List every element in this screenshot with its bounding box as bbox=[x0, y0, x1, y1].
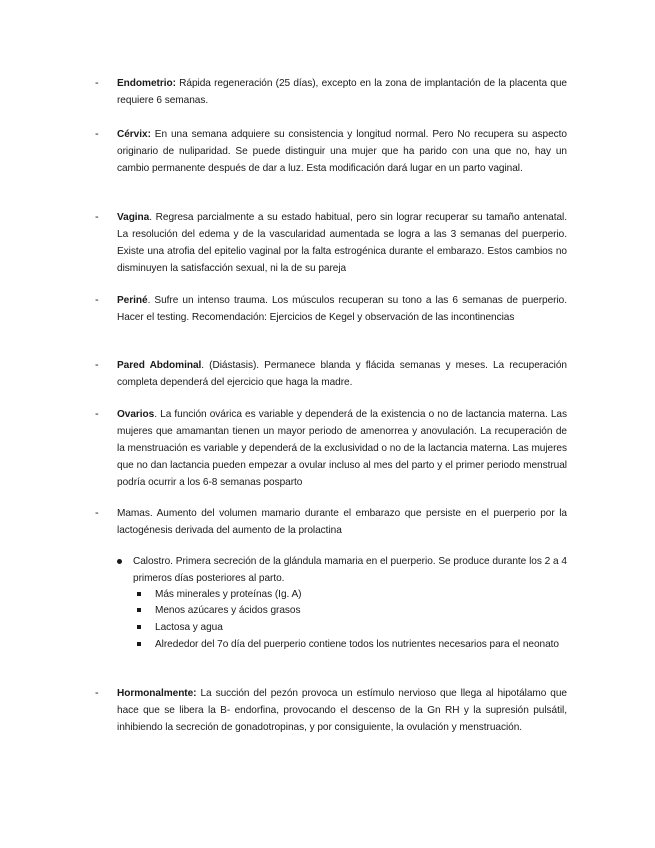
dash-marker: - bbox=[95, 294, 99, 306]
section-pared-abdominal bbox=[97, 357, 567, 391]
section-text bbox=[117, 406, 567, 491]
dash-marker: - bbox=[95, 211, 99, 223]
section-body: . La función ovárica es variable y dependerá de la existencia o no de lactancia materna. Las mujeres que amamantan tienen un mayor periodo de amenorrea y anovulación. La recuperación de la menstruación es variable y dependerá de la exclusividad o no de la lactancia materna. Las mujeres que no dan lactancia pueden empezar a ovular incluso al mes del parto y el primer periodo menstrual podría ocurrir a los 6-8 semanas posparto bbox=[117, 409, 567, 488]
calostro-bullet bbox=[117, 553, 567, 587]
square-bullet bbox=[137, 592, 141, 596]
section-title: Vagina bbox=[117, 212, 150, 223]
dash-marker: - bbox=[95, 128, 99, 140]
section-hormonalmente bbox=[97, 685, 567, 736]
section-body: . Regresa parcialmente a su estado habitual, pero sin lograr recuperar su tamaño antenatal. La resolución del edema y de la vascularidad aumentada se logra a las 3 semanas del puerperio. Existe una atrofia del epitelio vaginal por la falta estrogénica durante el embarazo. Estos cambios no disminuyen la satisfacción sexual, ni la de su pareja bbox=[117, 212, 567, 274]
section-vagina bbox=[97, 209, 567, 277]
section-body: . Sufre un intenso trauma. Los músculos recuperan su tono a las 6 semanas de puerperio. Hacer el testing. Recomendación: Ejercicios de Kegel y observación de las incontinencias bbox=[117, 295, 567, 323]
calostro-item bbox=[137, 636, 567, 653]
section-text bbox=[117, 685, 567, 736]
square-bullet bbox=[137, 608, 141, 612]
section-body: La succión del pezón provoca un estímulo nervioso que llega al hipotálamo que hace que se libera la B- endorfina, provocando el descenso de la Gn RH y la supresión pulsátil, inhibiendo la secreción de gonadotropinas, y por consiguiente, la ovulación y menstruación. bbox=[117, 688, 567, 733]
section-text bbox=[117, 126, 567, 177]
section-text bbox=[117, 357, 567, 391]
section-mamas bbox=[97, 505, 567, 539]
calostro-item-text: Menos azúcares y ácidos grasos bbox=[155, 605, 301, 616]
bullet-dot bbox=[117, 559, 122, 564]
square-bullet bbox=[137, 625, 141, 629]
section-text bbox=[117, 505, 567, 539]
section-text bbox=[117, 75, 567, 109]
calostro-item-text: Alrededor del 7o día del puerperio contiene todos los nutrientes necesarios para el neonato bbox=[155, 639, 559, 650]
section-body: En una semana adquiere su consistencia y longitud normal. Pero No recupera su aspecto originario de nuliparidad. Se puede distinguir una mujer que ha parido con una que no, hay un cambio permanente después de dar a luz. Esta modificación dará lugar en un parto vaginal. bbox=[117, 129, 567, 174]
calostro-text: Calostro. Primera secreción de la glándula mamaria en el puerperio. Se produce durante los 2 a 4 primeros días posteriores al parto. bbox=[133, 556, 567, 584]
calostro-item bbox=[137, 619, 567, 636]
square-bullet bbox=[137, 642, 141, 646]
calostro-item bbox=[137, 586, 567, 603]
section-perine bbox=[97, 292, 567, 326]
section-title: Hormonalmente: bbox=[117, 688, 197, 699]
section-title: Endometrio: bbox=[117, 78, 176, 89]
dash-marker: - bbox=[95, 507, 99, 519]
section-body: Mamas. Aumento del volumen mamario durante el embarazo que persiste en el puerperio por la lactogénesis derivada del aumento de la prolactina bbox=[117, 508, 567, 536]
section-endometrio bbox=[97, 75, 567, 109]
section-title: Cérvix: bbox=[117, 129, 151, 140]
dash-marker: - bbox=[95, 77, 99, 89]
calostro-item-text: Lactosa y agua bbox=[155, 622, 223, 633]
section-title: Periné bbox=[117, 295, 148, 306]
calostro-item-text: Más minerales y proteínas (Ig. A) bbox=[155, 589, 302, 600]
section-title: Pared Abdominal bbox=[117, 360, 202, 371]
section-text bbox=[117, 292, 567, 326]
section-body: Rápida regeneración (25 días), excepto en la zona de implantación de la placenta que requiere 6 semanas. bbox=[117, 78, 567, 106]
section-ovarios bbox=[97, 406, 567, 491]
dash-marker: - bbox=[95, 359, 99, 371]
section-title: Ovarios bbox=[117, 409, 155, 420]
calostro-item bbox=[137, 602, 567, 619]
section-body: . (Diástasis). Permanece blanda y flácida semanas y meses. La recuperación completa dependerá del ejercicio que haga la madre. bbox=[117, 360, 567, 388]
section-text bbox=[117, 209, 567, 277]
dash-marker: - bbox=[95, 687, 99, 699]
dash-marker: - bbox=[95, 408, 99, 420]
section-cervix bbox=[97, 126, 567, 177]
